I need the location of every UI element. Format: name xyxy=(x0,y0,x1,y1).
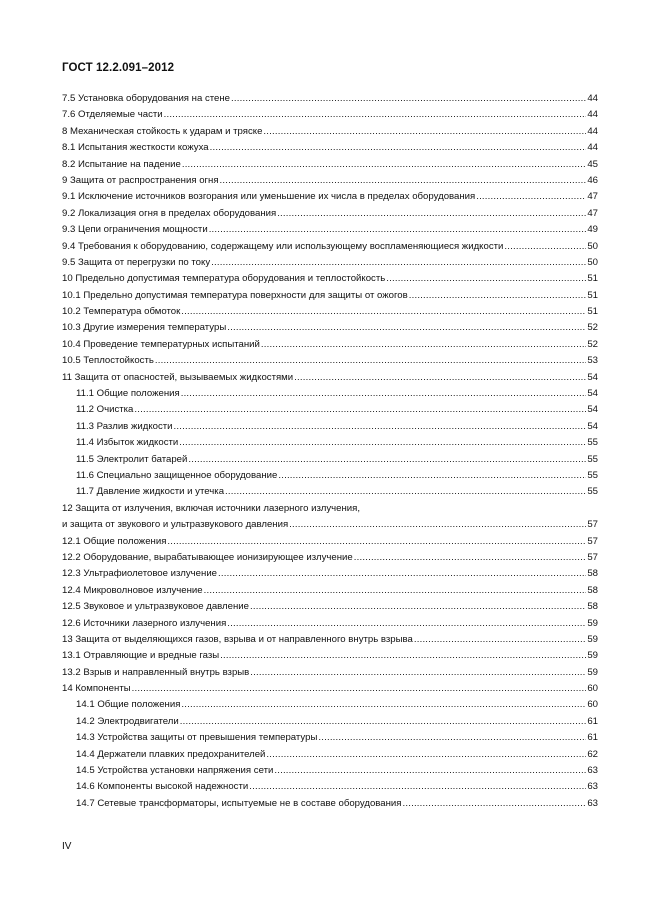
toc-entry-page: 58 xyxy=(587,584,598,596)
toc-entry-page: 57 xyxy=(587,535,598,547)
toc-entry xyxy=(62,484,598,500)
dot-leader xyxy=(220,173,587,189)
toc-entry-page: 54 xyxy=(587,404,598,416)
dot-leader xyxy=(227,320,586,336)
toc-entry-page: 49 xyxy=(587,224,598,236)
toc-entry-page: 54 xyxy=(587,371,598,383)
toc-entry-page: 60 xyxy=(587,683,598,695)
toc-entry-title: 9.1 Исключение источников возгорания или уменьшение их числа в пределах оборудования xyxy=(62,191,476,203)
toc-entry xyxy=(62,189,598,205)
toc-entry xyxy=(62,501,598,517)
toc-entry-title: 12.3 Ультрафиолетовое излучение xyxy=(62,568,218,580)
toc-entry-title: 13.2 Взрыв и направленный внутрь взрыв xyxy=(62,666,250,678)
toc-entry xyxy=(62,124,598,140)
dot-leader xyxy=(188,452,586,468)
toc-entry xyxy=(62,402,598,418)
dot-leader xyxy=(354,550,587,566)
toc-entry xyxy=(62,583,598,599)
dot-leader xyxy=(181,386,587,402)
dot-leader xyxy=(318,730,586,746)
dot-leader xyxy=(181,697,586,713)
toc-entry-page: 44 xyxy=(587,109,598,121)
toc-entry-title: 9.5 Защита от перегрузки по току xyxy=(62,256,211,268)
toc-entry xyxy=(62,714,598,730)
toc-entry-title: 9.2 Локализация огня в пределах оборудования xyxy=(62,207,277,219)
dot-leader xyxy=(211,255,586,271)
toc-entry-page: 62 xyxy=(587,748,598,760)
dot-leader xyxy=(204,583,587,599)
toc-entry-title: 10.1 Предельно допустимая температура поверхности для защиты от ожогов xyxy=(62,289,408,301)
toc-entry-page: 50 xyxy=(587,240,598,252)
toc-entry xyxy=(62,681,598,697)
dot-leader xyxy=(409,288,587,304)
toc-entry-page: 61 xyxy=(587,732,598,744)
toc-entry xyxy=(62,665,598,681)
toc-entry-page: 44 xyxy=(587,93,598,104)
toc-entry xyxy=(62,779,598,795)
dot-leader xyxy=(220,648,586,664)
toc-entry-title: 11.1 Общие положения xyxy=(76,388,180,400)
toc-entry xyxy=(62,386,598,402)
dot-leader xyxy=(250,599,586,615)
dot-leader xyxy=(210,140,587,156)
toc-entry-page: 52 xyxy=(587,338,598,350)
dot-leader xyxy=(182,157,587,173)
dot-leader xyxy=(249,779,586,795)
dot-leader xyxy=(164,107,587,123)
dot-leader xyxy=(289,517,586,533)
toc-entry xyxy=(62,320,598,336)
dot-leader xyxy=(476,189,586,205)
dot-leader xyxy=(174,419,587,435)
toc-entry-page: 55 xyxy=(587,486,598,498)
toc-entry-title: 14.7 Сетевые трансформаторы, испытуемые не в составе оборудования xyxy=(76,797,402,809)
toc-entry-title: 11.2 Очистка xyxy=(76,404,134,416)
toc-entry-title: 9 Защита от распространения огня xyxy=(62,174,219,186)
dot-leader xyxy=(155,353,586,369)
toc-entry xyxy=(62,632,598,648)
toc-entry-page: 47 xyxy=(587,207,598,219)
toc-entry-title: 11 Защита от опасностей, вызываемых жидкостями xyxy=(62,371,294,383)
toc-entry xyxy=(62,157,598,173)
dot-leader xyxy=(209,222,587,238)
toc-entry xyxy=(62,91,598,107)
toc-entry-page: 63 xyxy=(587,781,598,793)
toc-entry-title: 12.1 Общие положения xyxy=(62,535,167,547)
toc-entry-page: 55 xyxy=(587,453,598,465)
page-number: IV xyxy=(62,841,72,852)
dot-leader xyxy=(386,271,586,287)
toc-entry-title: 14.5 Устройства установки напряжения сети xyxy=(76,765,274,777)
toc-entry xyxy=(62,173,598,189)
toc-entry xyxy=(62,288,598,304)
toc-entry-title: 14.1 Общие положения xyxy=(76,699,181,711)
toc-entry-title: 7.6 Отделяемые части xyxy=(62,109,163,121)
dot-leader xyxy=(266,747,586,763)
toc-entry xyxy=(62,255,598,271)
dot-leader xyxy=(225,484,586,500)
toc-entry xyxy=(62,239,598,255)
toc-entry xyxy=(62,353,598,369)
toc-entry-page: 61 xyxy=(587,715,598,727)
dot-leader xyxy=(132,681,587,697)
toc-entry xyxy=(62,419,598,435)
dot-leader xyxy=(167,534,586,550)
toc-entry-title: 10 Предельно допустимая температура оборудования и теплостойкость xyxy=(62,273,386,285)
toc-entry xyxy=(62,107,598,123)
toc-entry xyxy=(62,599,598,615)
toc-entry-title: 14.4 Держатели плавких предохранителей xyxy=(76,748,266,760)
toc-entry-page: 53 xyxy=(587,355,598,367)
toc-entry-page: 59 xyxy=(587,650,598,662)
toc-entry-title: 14 Компоненты xyxy=(62,683,131,695)
toc-entry-page: 59 xyxy=(587,633,598,645)
toc-entry xyxy=(62,452,598,468)
toc-entry xyxy=(62,730,598,746)
toc-entry-page: 63 xyxy=(587,797,598,809)
toc-entry-page: 54 xyxy=(587,420,598,432)
toc-entry-title: 11.4 Избыток жидкости xyxy=(76,437,179,449)
toc-entry-page: 47 xyxy=(587,191,598,203)
toc-entry xyxy=(62,796,598,812)
toc-entry-page: 51 xyxy=(587,273,598,285)
toc-entry-title: 10.3 Другие измерения температуры xyxy=(62,322,227,334)
toc-entry-page: 50 xyxy=(587,256,598,268)
toc-entry xyxy=(62,616,598,632)
toc-entry-page: 52 xyxy=(587,322,598,334)
toc-entry-title: 12 Защита от излучения, включая источники лазерного излучения, xyxy=(62,502,360,514)
toc-entry-title: 11.6 Специально защищенное оборудование xyxy=(76,469,278,481)
toc-entry-page: 51 xyxy=(587,306,598,318)
toc-entry xyxy=(62,763,598,779)
toc-entry-title: 10.5 Теплостойкость xyxy=(62,355,154,367)
toc-entry-page: 54 xyxy=(587,388,598,400)
toc-entry-title: 9.4 Требования к оборудованию, содержащему или использующему воспламеняющиеся жидкости xyxy=(62,240,504,252)
toc-entry xyxy=(62,304,598,320)
toc-entry-title: 9.3 Цепи ограничения мощности xyxy=(62,224,208,236)
dot-leader xyxy=(504,239,586,255)
toc-entry-title: 12.2 Оборудование, вырабатывающее ионизирующее излучение xyxy=(62,551,353,563)
toc-entry xyxy=(62,370,598,386)
toc-entry-page: 59 xyxy=(587,666,598,678)
dot-leader xyxy=(218,566,586,582)
toc-entry-page: 45 xyxy=(587,158,598,170)
toc-entry-title: 14.3 Устройства защиты от превышения температуры xyxy=(76,732,318,744)
toc-entry-page: 59 xyxy=(587,617,598,629)
dot-leader xyxy=(274,763,586,779)
toc-entry-page: 58 xyxy=(587,601,598,613)
toc-entry xyxy=(62,337,598,353)
dot-leader xyxy=(277,206,586,222)
toc-entry xyxy=(62,697,598,713)
toc-entry-title: 10.2 Температура обмоток xyxy=(62,306,181,318)
toc-entry-title: 8.1 Испытания жесткости кожуха xyxy=(62,142,209,154)
toc-entry-page: 44 xyxy=(587,142,598,154)
toc-entry xyxy=(62,648,598,664)
dot-leader xyxy=(263,124,586,140)
dot-leader xyxy=(181,304,586,320)
dot-leader xyxy=(179,435,586,451)
toc-entry-title: 11.5 Электролит батарей xyxy=(76,453,188,465)
toc-entry xyxy=(62,747,598,763)
toc-entry-page: 51 xyxy=(587,289,598,301)
toc-entry-title: 7.5 Установка оборудования на стене xyxy=(62,93,231,104)
toc-entry-title: 8 Механическая стойкость к ударам и тряске xyxy=(62,125,263,137)
dot-leader xyxy=(250,665,586,681)
toc-entry-page: 57 xyxy=(587,519,598,531)
dot-leader xyxy=(261,337,586,353)
toc-entry-title: 13 Защита от выделяющихся газов, взрыва и от направленного внутрь взрыва xyxy=(62,633,413,645)
toc-entry-title: 12.5 Звуковое и ультразвуковое давление xyxy=(62,601,249,613)
dot-leader xyxy=(180,714,587,730)
toc-entry xyxy=(62,468,598,484)
toc-entry-title: 12.4 Микроволновое излучение xyxy=(62,584,203,596)
toc-entry-title: 10.4 Проведение температурных испытаний xyxy=(62,338,260,350)
toc-entry xyxy=(62,271,598,287)
dot-leader xyxy=(231,91,586,107)
toc-entry-page: 55 xyxy=(587,469,598,481)
toc-entry-page: 46 xyxy=(587,174,598,186)
toc-entry-title: 11.3 Разлив жидкости xyxy=(76,420,173,432)
toc-entry-title: 13.1 Отравляющие и вредные газы xyxy=(62,650,220,662)
toc-entry-page: 63 xyxy=(587,765,598,777)
toc-entry xyxy=(62,435,598,451)
toc-entry xyxy=(62,517,598,533)
toc-entry-title: 14.6 Компоненты высокой надежности xyxy=(76,781,249,793)
toc-entry-title: 12.6 Источники лазерного излучения xyxy=(62,617,227,629)
toc-entry-title: и защита от звукового и ультразвукового давления xyxy=(62,519,289,531)
toc-entry-title: 14.2 Электродвигатели xyxy=(76,715,179,727)
toc-entry-page: 57 xyxy=(587,551,598,563)
toc-entry xyxy=(62,222,598,238)
toc-entry xyxy=(62,206,598,222)
dot-leader xyxy=(414,632,586,648)
toc-entry xyxy=(62,534,598,550)
toc-entry xyxy=(62,566,598,582)
document-header: ГОСТ 12.2.091–2012 xyxy=(62,62,175,74)
dot-leader xyxy=(294,370,586,386)
toc-entry-page: 55 xyxy=(587,437,598,449)
toc-entry-title: 8.2 Испытание на падение xyxy=(62,158,181,170)
toc-entry xyxy=(62,140,598,156)
dot-leader xyxy=(134,402,586,418)
dot-leader xyxy=(402,796,586,812)
toc-entry-page: 58 xyxy=(587,568,598,580)
table-of-contents xyxy=(62,91,598,812)
toc-entry-page: 44 xyxy=(587,125,598,137)
toc-entry xyxy=(62,550,598,566)
dot-leader xyxy=(227,616,586,632)
toc-entry-title: 11.7 Давление жидкости и утечка xyxy=(76,486,225,498)
dot-leader xyxy=(278,468,586,484)
toc-entry-page: 60 xyxy=(587,699,598,711)
